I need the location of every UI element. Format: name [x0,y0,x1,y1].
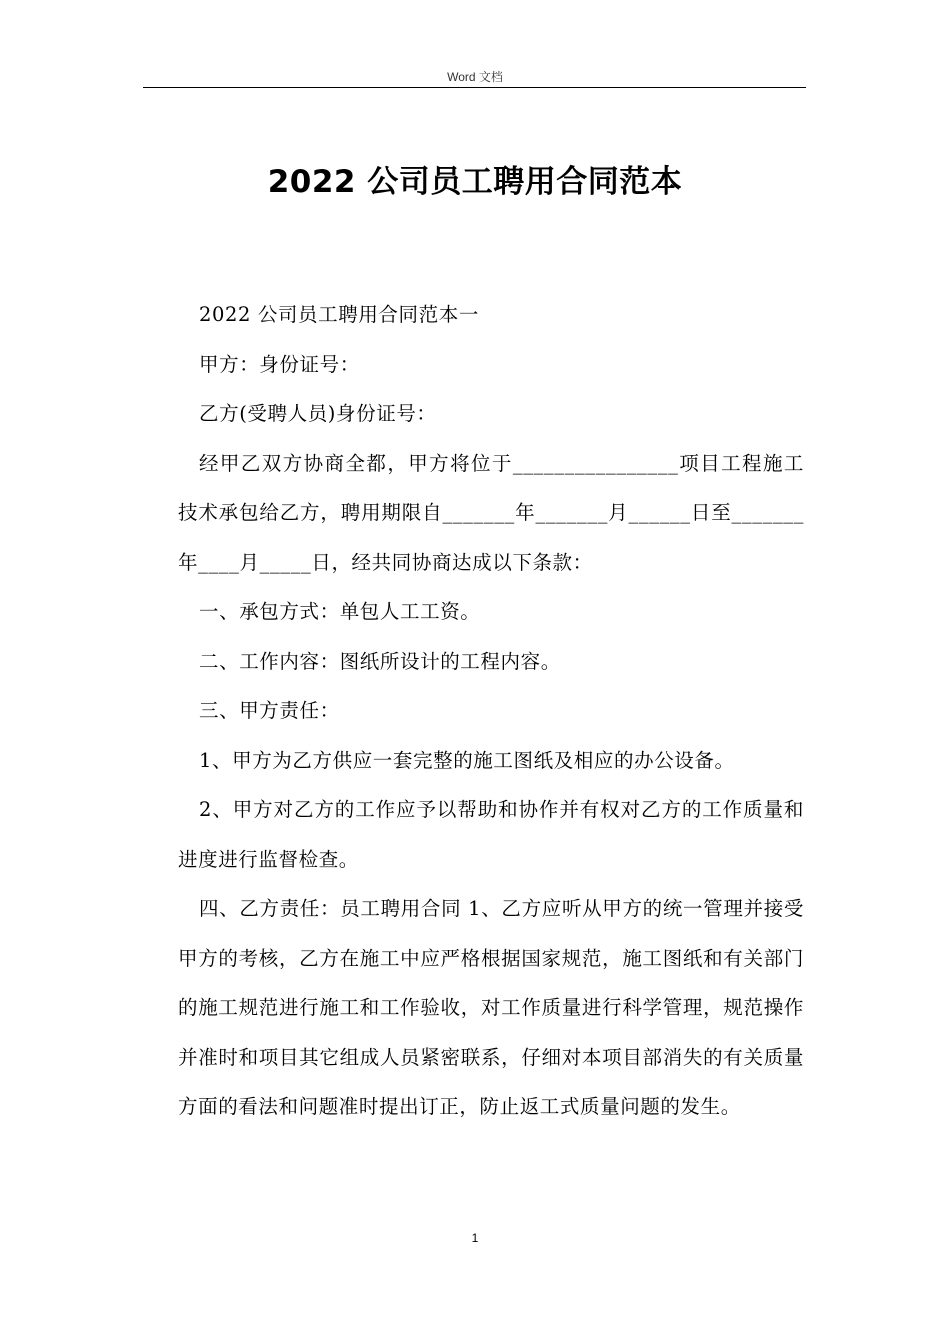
document-body [178,290,804,1132]
header-divider [143,87,806,88]
paragraph-party-a-duties: 三、甲方责任： [199,699,340,722]
paragraph-duty-a-1: 1、甲方为乙方供应一套完整的施工图纸及相应的办公设备。 [199,748,735,772]
paragraph-duty-a-2: 2、甲方对乙方的工作应予以帮助和协作并有权对乙方的工作质量和进度进行监督检查。 [178,798,804,871]
paragraph-party-a: 甲方：身份证号： [199,352,360,376]
paragraph-work-content: 二、工作内容：图纸所设计的工程内容。 [199,649,561,673]
page-number: 1 [471,1231,479,1245]
paragraph-contract-heading: 2022 公司员工聘用合同范本一 [199,303,479,326]
paragraph-party-b-duties: 四、乙方责任：员工聘用合同 1、乙方应听从甲方的统一管理并接受甲方的考核，乙方在施工中应严格根据国家规范，施工图纸和有关部门的施工规范进行施工和工作验收，对工作质量进行科学管理，规范操作并准时和项目其它组成人员紧密联系，仔细对本项目部消失的有关质量方面的看法和问题准时提出订正，防止返工式质量问题的发生。 [178,897,804,1118]
paragraph-agreement-terms: 经甲乙双方协商全都，甲方将位于________________项目工程施工技术承包给乙方，聘用期限自_______年_______月______日至_______年____月_____日，经共同协商达成以下条款： [178,451,804,574]
paragraph-party-b: 乙方(受聘人员)身份证号： [199,402,437,425]
document-title: 2022 公司员工聘用合同范本 [267,164,683,200]
page-header-label: Word 文档 [447,70,503,84]
paragraph-contract-method: 一、承包方式：单包人工工资。 [199,600,481,623]
